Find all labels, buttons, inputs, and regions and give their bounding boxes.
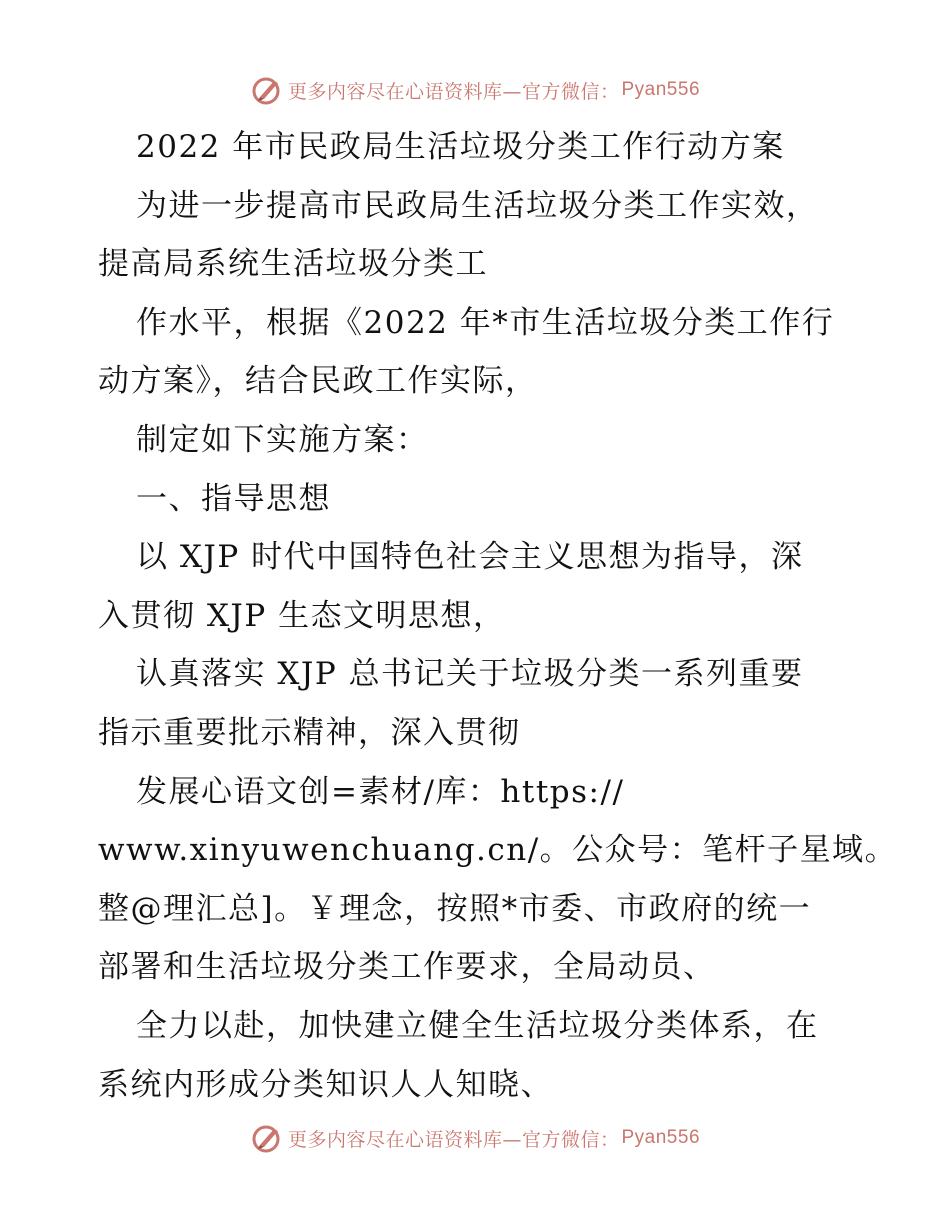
text-line: 动方案》，结合民政工作实际，	[98, 363, 538, 400]
text-line: 部署和生活垃圾分类工作要求，全局动员、	[98, 949, 716, 986]
text-line: 一、指导思想	[136, 480, 331, 517]
text-line: 整@理汇总]。￥理念，按照*市委、市政府的统一	[98, 890, 812, 927]
text-line: 入贯彻 XJP 生态文明思想，	[98, 597, 506, 634]
text-line: www.xinyuwenchuang.cn/。公众号：笔杆子星域。	[98, 832, 898, 869]
text-line: 为进一步提高市民政局生活垃圾分类工作实效，	[136, 187, 819, 224]
footer-watermark	[0, 1118, 950, 1158]
text-line: 作水平，根据《2022 年*市生活垃圾分类工作行	[136, 304, 835, 341]
pen-logo-icon	[250, 1121, 284, 1155]
text-line: 以 XJP 时代中国特色社会主义思想为指导，深	[136, 539, 804, 576]
header-watermark	[0, 70, 950, 110]
watermark-text: 更多内容尽在心语资料库—官方微信：	[287, 80, 620, 103]
text-line: 2022 年市民政局生活垃圾分类工作行动方案	[136, 129, 785, 165]
text-line: 认真落实 XJP 总书记关于垃圾分类一系列重要	[136, 656, 804, 693]
pen-logo-icon	[250, 73, 284, 107]
watermark-wechat-id: Pyan556	[621, 79, 701, 100]
text-line: 发展心语文创=素材/库：https://	[136, 773, 625, 810]
text-line: 制定如下实施方案：	[136, 421, 429, 458]
text-line: 系统内形成分类知识人人知晓、	[98, 1066, 553, 1103]
text-line: 指示重要批示精神，深入贯彻	[98, 714, 521, 751]
watermark-text: 更多内容尽在心语资料库—官方微信：	[287, 1128, 620, 1151]
document-body	[98, 118, 898, 1114]
text-line: 全力以赴，加快建立健全生活垃圾分类体系，在	[136, 1007, 819, 1044]
watermark-wechat-id: Pyan556	[621, 1127, 701, 1148]
text-line: 提高局系统生活垃圾分类工	[98, 246, 488, 283]
